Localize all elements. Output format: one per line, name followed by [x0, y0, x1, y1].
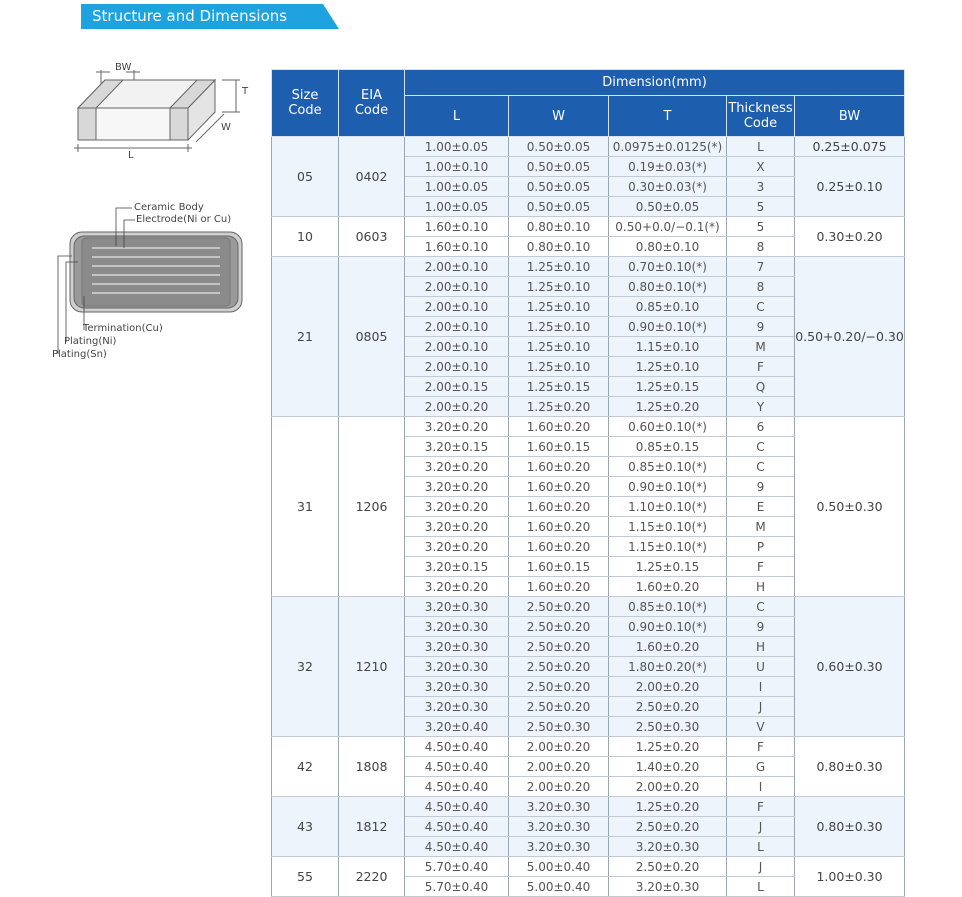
thickness-code-cell: 3	[727, 177, 795, 197]
thickness-code-cell: 5	[727, 197, 795, 217]
l-cell: 3.20±0.20	[405, 497, 509, 517]
w-cell: 2.00±0.20	[509, 757, 609, 777]
table-row	[272, 417, 905, 437]
l-cell: 5.70±0.40	[405, 857, 509, 877]
w-cell: 0.50±0.05	[509, 177, 609, 197]
thickness-code-cell: 8	[727, 277, 795, 297]
l-cell: 3.20±0.30	[405, 657, 509, 677]
bw-cell: 0.60±0.30	[795, 597, 905, 737]
size-group	[272, 137, 905, 217]
w-cell: 1.60±0.20	[509, 497, 609, 517]
termination-label: Termination(Cu)	[83, 323, 163, 334]
thickness-code-cell: 7	[727, 257, 795, 277]
thickness-code-cell: Y	[727, 397, 795, 417]
thickness-code-cell: J	[727, 817, 795, 837]
l-cell: 3.20±0.20	[405, 537, 509, 557]
l-cell: 2.00±0.10	[405, 297, 509, 317]
table-row	[272, 737, 905, 757]
t-cell: 0.80±0.10	[609, 237, 727, 257]
l-cell: 4.50±0.40	[405, 737, 509, 757]
t-cell: 2.50±0.20	[609, 697, 727, 717]
w-cell: 1.60±0.20	[509, 537, 609, 557]
l-cell: 1.00±0.10	[405, 157, 509, 177]
l-cell: 1.60±0.10	[405, 217, 509, 237]
t-cell: 0.80±0.10(*)	[609, 277, 727, 297]
w-cell: 2.00±0.20	[509, 777, 609, 797]
t-cell: 1.15±0.10(*)	[609, 517, 727, 537]
header-t: T	[609, 96, 727, 137]
thickness-code-cell: M	[727, 517, 795, 537]
t-cell: 0.85±0.10(*)	[609, 597, 727, 617]
l-cell: 1.00±0.05	[405, 197, 509, 217]
w-cell: 1.25±0.10	[509, 337, 609, 357]
table-row	[272, 597, 905, 617]
t-cell: 0.60±0.10(*)	[609, 417, 727, 437]
thickness-code-cell: 9	[727, 317, 795, 337]
l-cell: 1.60±0.10	[405, 237, 509, 257]
thickness-code-cell: C	[727, 457, 795, 477]
thickness-code-cell: 8	[727, 237, 795, 257]
t-cell: 0.70±0.10(*)	[609, 257, 727, 277]
bw-cell: 0.80±0.30	[795, 797, 905, 857]
l-cell: 3.20±0.30	[405, 637, 509, 657]
t-cell: 1.15±0.10	[609, 337, 727, 357]
eia-code-cell: 1210	[339, 597, 405, 737]
t-cell: 2.50±0.20	[609, 817, 727, 837]
t-cell: 1.25±0.20	[609, 737, 727, 757]
thickness-code-cell: 9	[727, 617, 795, 637]
t-cell: 0.90±0.10(*)	[609, 317, 727, 337]
t-cell: 1.25±0.20	[609, 797, 727, 817]
thickness-code-cell: L	[727, 877, 795, 897]
thickness-code-cell: U	[727, 657, 795, 677]
w-cell: 2.50±0.20	[509, 597, 609, 617]
t-cell: 0.0975±0.0125(*)	[609, 137, 727, 157]
t-cell: 0.90±0.10(*)	[609, 617, 727, 637]
bw-dimension-label: BW	[115, 62, 132, 73]
w-cell: 1.60±0.15	[509, 557, 609, 577]
ceramic-body-label: Ceramic Body	[134, 202, 204, 213]
w-cell: 5.00±0.40	[509, 857, 609, 877]
bw-cell: 0.30±0.20	[795, 217, 905, 257]
thickness-code-cell: Q	[727, 377, 795, 397]
l-cell: 3.20±0.30	[405, 697, 509, 717]
thickness-code-cell: F	[727, 737, 795, 757]
thickness-code-cell: H	[727, 577, 795, 597]
w-cell: 2.50±0.20	[509, 697, 609, 717]
t-dimension-label: T	[242, 86, 249, 97]
eia-code-cell: 1808	[339, 737, 405, 797]
plating-ni-label: Plating(Ni)	[64, 336, 117, 347]
w-cell: 1.25±0.15	[509, 377, 609, 397]
thickness-code-cell: G	[727, 757, 795, 777]
t-cell: 1.25±0.15	[609, 377, 727, 397]
l-cell: 4.50±0.40	[405, 777, 509, 797]
w-cell: 1.60±0.20	[509, 517, 609, 537]
l-cell: 2.00±0.20	[405, 397, 509, 417]
t-cell: 3.20±0.30	[609, 837, 727, 857]
electrode-label: Electrode(Ni or Cu)	[136, 214, 232, 225]
thickness-code-cell: J	[727, 857, 795, 877]
bw-cell: 0.25±0.10	[795, 157, 905, 217]
header-size-code: Size Code	[272, 70, 339, 137]
thickness-code-cell: E	[727, 497, 795, 517]
l-cell: 3.20±0.30	[405, 677, 509, 697]
dimensions-table	[271, 69, 905, 897]
l-cell: 4.50±0.40	[405, 797, 509, 817]
bw-cell: 0.50±0.30	[795, 417, 905, 597]
w-cell: 3.20±0.30	[509, 797, 609, 817]
w-cell: 2.50±0.20	[509, 637, 609, 657]
eia-code-cell: 1206	[339, 417, 405, 597]
size-group	[272, 417, 905, 597]
w-cell: 0.50±0.05	[509, 157, 609, 177]
w-cell: 1.25±0.10	[509, 277, 609, 297]
w-cell: 2.00±0.20	[509, 737, 609, 757]
t-cell: 2.50±0.20	[609, 857, 727, 877]
size-group	[272, 597, 905, 737]
w-cell: 0.80±0.10	[509, 217, 609, 237]
w-cell: 2.50±0.20	[509, 657, 609, 677]
w-cell: 0.80±0.10	[509, 237, 609, 257]
l-cell: 3.20±0.20	[405, 477, 509, 497]
eia-code-cell: 0805	[339, 257, 405, 417]
plating-sn-label: Plating(Sn)	[52, 349, 107, 360]
table-row	[272, 217, 905, 237]
l-dimension-label: L	[128, 150, 134, 161]
t-cell: 0.50+0.0/−0.1(*)	[609, 217, 727, 237]
w-cell: 2.50±0.20	[509, 677, 609, 697]
w-cell: 1.60±0.20	[509, 477, 609, 497]
t-cell: 0.30±0.03(*)	[609, 177, 727, 197]
t-cell: 3.20±0.30	[609, 877, 727, 897]
thickness-code-cell: C	[727, 297, 795, 317]
l-cell: 3.20±0.40	[405, 717, 509, 737]
size-code-cell: 32	[272, 597, 339, 737]
thickness-code-cell: L	[727, 837, 795, 857]
l-cell: 2.00±0.10	[405, 317, 509, 337]
header-thickness-code: Thickness Code	[727, 96, 795, 137]
size-code-cell: 10	[272, 217, 339, 257]
t-cell: 0.90±0.10(*)	[609, 477, 727, 497]
l-cell: 3.20±0.30	[405, 617, 509, 637]
l-cell: 3.20±0.20	[405, 577, 509, 597]
t-cell: 1.60±0.20	[609, 577, 727, 597]
t-cell: 0.85±0.15	[609, 437, 727, 457]
t-cell: 2.00±0.20	[609, 677, 727, 697]
eia-code-cell: 2220	[339, 857, 405, 897]
w-cell: 1.25±0.10	[509, 257, 609, 277]
w-cell: 1.60±0.20	[509, 577, 609, 597]
w-cell: 1.25±0.10	[509, 297, 609, 317]
w-cell: 3.20±0.30	[509, 817, 609, 837]
thickness-code-cell: 5	[727, 217, 795, 237]
size-code-cell: 42	[272, 737, 339, 797]
size-code-cell: 31	[272, 417, 339, 597]
l-cell: 2.00±0.10	[405, 257, 509, 277]
chip-3d-drawing	[74, 70, 240, 152]
t-cell: 1.15±0.10(*)	[609, 537, 727, 557]
eia-code-cell: 0603	[339, 217, 405, 257]
w-cell: 1.25±0.20	[509, 397, 609, 417]
l-cell: 2.00±0.10	[405, 357, 509, 377]
l-cell: 3.20±0.15	[405, 437, 509, 457]
size-code-cell: 55	[272, 857, 339, 897]
thickness-code-cell: P	[727, 537, 795, 557]
table-row	[272, 257, 905, 277]
size-code-cell: 05	[272, 137, 339, 217]
thickness-code-cell: F	[727, 557, 795, 577]
t-cell: 0.19±0.03(*)	[609, 157, 727, 177]
t-cell: 1.25±0.20	[609, 397, 727, 417]
w-dimension-label: W	[221, 122, 231, 133]
size-code-cell: 43	[272, 797, 339, 857]
bw-cell: 0.25±0.075	[795, 137, 905, 157]
t-cell: 1.25±0.10	[609, 357, 727, 377]
l-cell: 2.00±0.10	[405, 337, 509, 357]
thickness-code-cell: X	[727, 157, 795, 177]
t-cell: 0.85±0.10(*)	[609, 457, 727, 477]
thickness-code-cell: 9	[727, 477, 795, 497]
l-cell: 2.00±0.10	[405, 277, 509, 297]
l-cell: 4.50±0.40	[405, 817, 509, 837]
thickness-code-cell: I	[727, 677, 795, 697]
w-cell: 1.25±0.10	[509, 317, 609, 337]
header-w: W	[509, 96, 609, 137]
l-cell: 3.20±0.20	[405, 417, 509, 437]
size-group	[272, 737, 905, 797]
l-cell: 3.20±0.30	[405, 597, 509, 617]
eia-code-cell: 0402	[339, 137, 405, 217]
l-cell: 3.20±0.20	[405, 457, 509, 477]
t-cell: 1.80±0.20(*)	[609, 657, 727, 677]
header-dimension: Dimension(mm)	[405, 70, 905, 96]
thickness-code-cell: V	[727, 717, 795, 737]
thickness-code-cell: C	[727, 597, 795, 617]
w-cell: 1.25±0.10	[509, 357, 609, 377]
bw-cell: 0.80±0.30	[795, 737, 905, 797]
w-cell: 0.50±0.05	[509, 137, 609, 157]
header-bw: BW	[795, 96, 905, 137]
header-eia-code: EIA Code	[339, 70, 405, 137]
size-group	[272, 797, 905, 857]
l-cell: 2.00±0.15	[405, 377, 509, 397]
t-cell: 0.50±0.05	[609, 197, 727, 217]
t-cell: 1.60±0.20	[609, 637, 727, 657]
t-cell: 1.40±0.20	[609, 757, 727, 777]
thickness-code-cell: H	[727, 637, 795, 657]
bw-cell: 0.50+0.20/−0.30	[795, 257, 905, 417]
thickness-code-cell: F	[727, 797, 795, 817]
t-cell: 2.00±0.20	[609, 777, 727, 797]
size-group	[272, 257, 905, 417]
thickness-code-cell: F	[727, 357, 795, 377]
table-row	[272, 857, 905, 877]
l-cell: 5.70±0.40	[405, 877, 509, 897]
t-cell: 1.25±0.15	[609, 557, 727, 577]
w-cell: 2.50±0.20	[509, 617, 609, 637]
header-l: L	[405, 96, 509, 137]
w-cell: 5.00±0.40	[509, 877, 609, 897]
l-cell: 3.20±0.15	[405, 557, 509, 577]
w-cell: 1.60±0.20	[509, 417, 609, 437]
w-cell: 3.20±0.30	[509, 837, 609, 857]
thickness-code-cell: 6	[727, 417, 795, 437]
thickness-code-cell: M	[727, 337, 795, 357]
size-code-cell: 21	[272, 257, 339, 417]
t-cell: 0.85±0.10	[609, 297, 727, 317]
w-cell: 2.50±0.30	[509, 717, 609, 737]
l-cell: 3.20±0.20	[405, 517, 509, 537]
table-row	[272, 137, 905, 157]
page-title: Structure and Dimensions	[92, 7, 288, 25]
l-cell: 1.00±0.05	[405, 177, 509, 197]
l-cell: 1.00±0.05	[405, 137, 509, 157]
thickness-code-cell: I	[727, 777, 795, 797]
l-cell: 4.50±0.40	[405, 757, 509, 777]
w-cell: 1.60±0.15	[509, 437, 609, 457]
l-cell: 4.50±0.40	[405, 837, 509, 857]
w-cell: 0.50±0.05	[509, 197, 609, 217]
eia-code-cell: 1812	[339, 797, 405, 857]
bw-cell: 1.00±0.30	[795, 857, 905, 897]
thickness-code-cell: J	[727, 697, 795, 717]
t-cell: 2.50±0.30	[609, 717, 727, 737]
size-group	[272, 217, 905, 257]
t-cell: 1.10±0.10(*)	[609, 497, 727, 517]
table-row	[272, 797, 905, 817]
size-group	[272, 857, 905, 897]
thickness-code-cell: C	[727, 437, 795, 457]
w-cell: 1.60±0.20	[509, 457, 609, 477]
thickness-code-cell: L	[727, 137, 795, 157]
